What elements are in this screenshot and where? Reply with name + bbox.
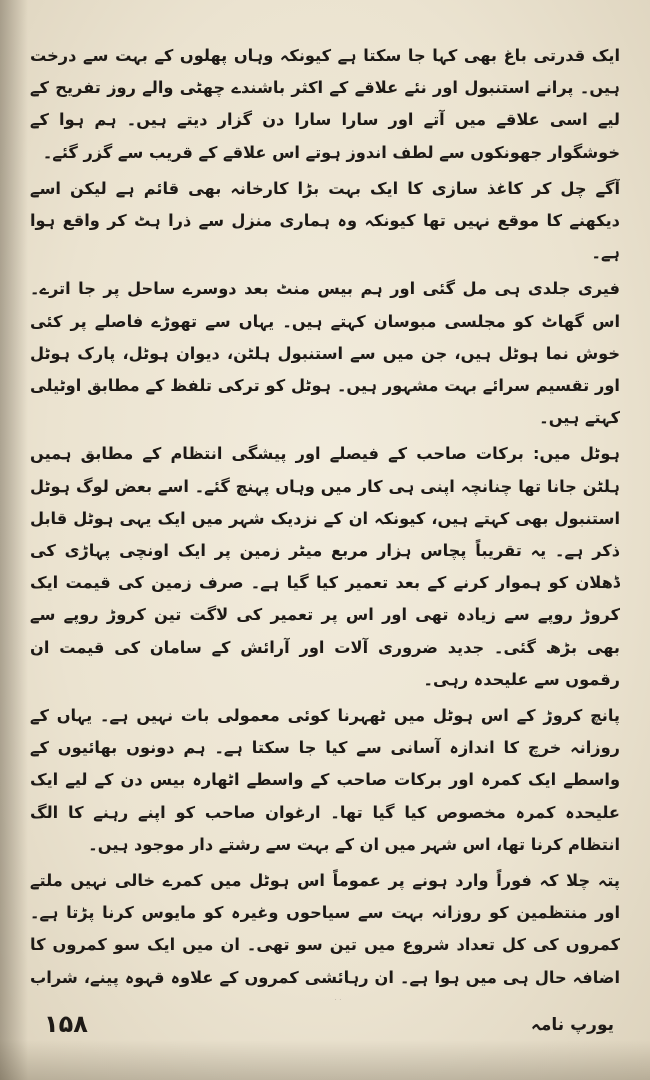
paragraph-garden: ایک قدرتی باغ بھی کہا جا سکتا ہے کیونکہ وہاں پھلوں کے بہت سے درخت ہیں۔ پرانے استنبول اور نئے علاقے کے اکثر باشندے چھٹی والے روز تفریح کے لیے اسی علاقے میں آتے اور سارا سارا دن گزار دیتے ہیں۔ ہم ہوا کے خوشگوار جھونکوں سے لطف اندوز ہوتے اس علاقے کے قریب سے گزر گئے۔	[30, 46, 620, 162]
page-number: ۱۵۸	[44, 1010, 88, 1038]
binding-gutter-shadow	[0, 0, 28, 1080]
page-footer	[30, 1004, 620, 1044]
body-text	[30, 40, 620, 1000]
paragraph-hotel-arrival: ہوٹل میں: برکات صاحب کے فیصلے اور پیشگی انتظام کے مطابق ہمیں ہلٹن جانا تھا چنانچہ اپنی ہی کار میں وہاں پہنچ گئے۔ اسے بعض لوگ ہوٹل استنبول بھی کہتے ہیں، کیونکہ ان کے نزدیک شہر میں ایک یہی ہوٹل قابل ذکر ہے۔ یہ تقریباً پچاس ہزار مربع میٹر زمین پر ایک اونچی پہاڑی کی ڈھلان کو ہموار کرنے کے بعد تعمیر کیا گیا ہے۔ صرف زمین کی قیمت ایک کروڑ روپے سے زیادہ تھی اور اس پر تعمیر کی لاگت تین کروڑ روپے سے بھی بڑھ گئی۔ جدید ضروری آلات اور آرائش کے سامان کی قیمت ان رقموں سے علیحدہ رہی۔	[30, 444, 620, 689]
paragraph-hotel-rooms: پتہ چلا کہ فوراً وارد ہونے پر عموماً اس ہوٹل میں کمرے خالی نہیں ملتے اور منتظمین کو روزانہ بہت سے سیاحوں وغیرہ کو مایوس کرنا پڑتا ہے۔ کمروں کی کل تعداد شروع میں تین سو تھی۔ ان میں ایک سو کمروں کا اضافہ حال ہی میں ہوا ہے۔ ان رہائشی کمروں کے علاوہ قہوہ پینے، شراب	[30, 871, 620, 987]
paragraph-hotel-cost: پانچ کروڑ کے اس ہوٹل میں ٹھہرنا کوئی معمولی بات نہیں ہے۔ یہاں کے روزانہ خرچ کا اندازہ آسانی سے کیا جا سکتا ہے۔ ہم دونوں بھائیوں کے واسطے ایک کمرہ اور برکات صاحب کے واسطے اٹھارہ بیس دن کے لیے ایک علیحدہ کمرہ مخصوص کیا گیا تھا۔ ارغوان صاحب کو اپنے رہنے کا الگ انتظام کرنا تھا، اس شہر میں ان کے بہت سے رشتے دار موجود ہیں۔	[30, 706, 620, 854]
paragraph-paper-factory: آگے چل کر کاغذ سازی کا ایک بہت بڑا کارخانہ بھی قائم ہے لیکن اسے دیکھنے کا موقع نہیں تھا کیونکہ وہ ہماری منزل سے ذرا ہٹ کر واقع ہوا ہے۔	[30, 178, 620, 263]
running-title: یورپ نامہ	[530, 1015, 614, 1035]
page-bottom-shadow	[0, 1040, 650, 1080]
paragraph-ferry: فیری جلدی ہی مل گئی اور ہم بیس منٹ بعد دوسرے ساحل پر جا اترے۔ اس گھاٹ کو مجلسی مبوسان کہتے ہیں۔ یہاں سے تھوڑے فاصلے پر کئی خوش نما ہوٹل ہیں، جن میں سے استنبول ہلٹن، دیوان ہوٹل، پارک ہوٹل اور تقسیم سرائے بہت مشہور ہیں۔ ہوٹل کو ترکی تلفظ کے مطابق اوٹیلی کہتے ہیں۔	[30, 279, 620, 428]
